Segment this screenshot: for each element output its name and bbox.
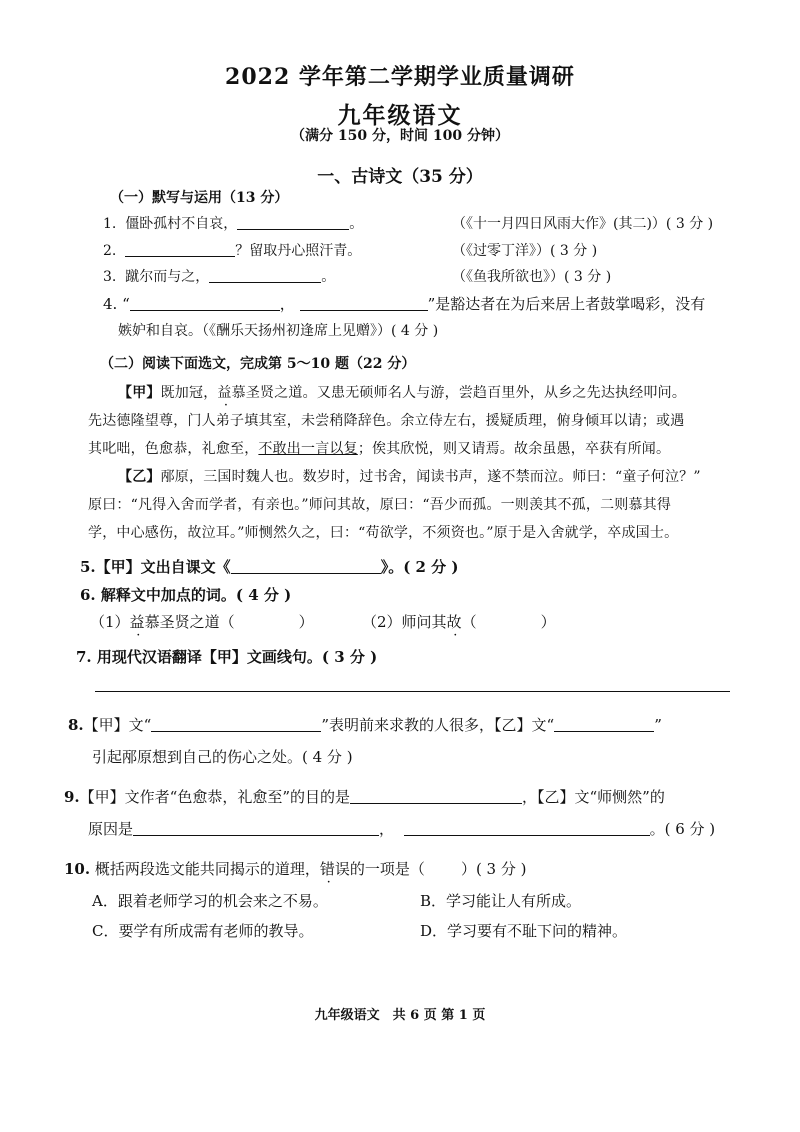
passage-yi-label: 【乙】 xyxy=(118,469,161,485)
q4-answer-blank-2[interactable] xyxy=(300,296,428,311)
q10-option-c[interactable]: C．要学有所成需有老师的教导。 xyxy=(92,922,314,940)
passage-jia-line1 xyxy=(118,382,686,402)
q6-text: 解释文中加点的词。( 4 分 ) xyxy=(100,586,292,604)
q4-tail: ”是豁达者在为后来居上者鼓掌喝彩，没有 xyxy=(427,295,706,313)
q1-source: （《十一月四日风雨大作》(其二)）( 3 分 ) xyxy=(452,216,714,232)
q3-prefix: 蹴尔而与之， xyxy=(125,269,210,285)
q6-item2-close: ） xyxy=(540,613,556,631)
question-4 xyxy=(103,293,705,314)
question-7 xyxy=(76,646,377,667)
q6-dotted-yi: 益 xyxy=(129,613,145,631)
passage-yi-line2: 原曰：“凡得入舍而学者，有亲也。”师问其故，原曰：“吾少而孤。一则羡其不孤，二则慕其得 xyxy=(88,497,672,513)
question-9 xyxy=(64,786,665,807)
q2-source: （《过零丁洋》）( 3 分 ) xyxy=(452,243,598,259)
q3-suffix: 。 xyxy=(321,269,336,285)
q6-item1-close: ） xyxy=(298,613,314,631)
q6-item2-open: （ xyxy=(461,613,477,631)
q6-item-2 xyxy=(362,611,556,632)
q2-suffix: ？留取丹心照汗青。 xyxy=(235,243,362,259)
exam-meta: （满分 150 分，时间 100 分钟） xyxy=(291,128,509,144)
q6-number: 6. xyxy=(80,586,96,604)
page-footer: 九年级语文 共 6 页 第 1 页 xyxy=(314,1008,486,1023)
q1-prefix: 僵卧孤村不自哀， xyxy=(125,216,238,232)
q9-text-d: ， xyxy=(379,820,395,838)
q8-text-a: 【甲】文“ xyxy=(83,716,152,734)
q9-text-e: 。( 6 分 ) xyxy=(649,820,716,838)
question-3 xyxy=(103,266,335,286)
yi-text-1: 邴原，三国时魏人也。数岁时，过书舍，闻读书声，遂不禁而泣。师曰：“童子何泣？” xyxy=(160,469,701,485)
q6-item1-text: 慕圣贤之道（ xyxy=(144,613,235,631)
q5-number: 5. xyxy=(80,558,96,576)
q10-dotted-cuo: 错 xyxy=(319,860,335,878)
q1-answer-blank[interactable] xyxy=(237,215,349,230)
dotted-char-yi: 益 xyxy=(217,385,232,401)
q6-item1-num: （1） xyxy=(90,613,130,631)
q9-answer-blank-1[interactable] xyxy=(350,789,522,804)
q8-answer-blank-1[interactable] xyxy=(151,717,321,732)
q8-line2: 引起邴原想到自己的伤心之处。( 4 分 ) xyxy=(92,748,353,766)
q6-item-1 xyxy=(90,611,314,632)
part2-heading: （二）阅读下面选文，完成第 5～10 题（22 分） xyxy=(100,356,416,372)
q10-number: 10. xyxy=(64,860,91,878)
q7-answer-line[interactable] xyxy=(95,691,730,692)
q9-number: 9. xyxy=(64,788,80,806)
q9-text-c: 原因是 xyxy=(88,820,134,838)
part1-heading: （一）默写与运用（13 分） xyxy=(110,190,289,206)
q5-answer-blank[interactable] xyxy=(231,559,381,574)
q1-suffix: 。 xyxy=(349,216,364,232)
question-2 xyxy=(103,240,361,260)
q5-text-a: 【甲】文出自课文《 xyxy=(95,558,231,576)
question-5 xyxy=(80,556,459,577)
section-heading: 一、古诗文（35 分） xyxy=(317,167,483,187)
q10-option-b[interactable]: B．学习能让人有所成。 xyxy=(420,892,582,910)
question-6 xyxy=(80,584,291,605)
exam-title: 2022 学年第二学期学业质量调研 xyxy=(225,64,575,90)
q10-text-b: 误的一项是（ xyxy=(334,860,425,878)
q10-option-d[interactable]: D．学习要有不耻下问的精神。 xyxy=(420,922,628,940)
q6-item2-text: （2）师问其 xyxy=(362,613,447,631)
q2-answer-blank[interactable] xyxy=(125,242,235,257)
jia-text-3a: 其叱咄，色愈恭，礼愈至， xyxy=(88,441,259,457)
q4-line2: 嫉妒和自哀。（《酬乐天扬州初逢席上见赠》）( 4 分 ) xyxy=(118,323,439,339)
q10-option-a[interactable]: A．跟着老师学习的机会来之不易。 xyxy=(92,892,328,910)
q4-comma: ， xyxy=(279,295,295,313)
exam-subject: 九年级语文 xyxy=(337,102,463,129)
passage-jia-line3 xyxy=(88,438,670,458)
passage-jia-label: 【甲】 xyxy=(118,385,161,401)
q8-number: 8. xyxy=(68,716,84,734)
question-10 xyxy=(64,858,527,879)
q6-dotted-gu: 故 xyxy=(446,613,462,631)
passage-jia-line2: 先达德隆望尊，门人弟子填其室，未尝稍降辞色。余立侍左右，援疑质理，俯身倾耳以请；或遇 xyxy=(88,413,685,429)
q9-text-a: 【甲】文作者“色愈恭，礼愈至”的目的是 xyxy=(79,788,351,806)
jia-char-mu: 慕 xyxy=(231,385,246,401)
q1-number: 1. xyxy=(103,216,117,232)
passage-yi-line1 xyxy=(118,466,701,486)
q10-text-a: 概括两段选文能共同揭示的道理， xyxy=(94,860,320,878)
q4-number: 4. xyxy=(103,295,118,313)
q3-source: （《鱼我所欲也》）( 3 分 ) xyxy=(452,269,612,285)
passage-yi-line3: 学，中心感伤，故泣耳。”师恻然久之，曰：“苟欲学，不须资也。”原于是入舍就学，卒成国士。 xyxy=(88,525,679,541)
q9-line2 xyxy=(88,818,715,839)
q2-number: 2. xyxy=(103,243,117,259)
question-1 xyxy=(103,213,363,233)
q9-text-b: ，【乙】文“师恻然”的 xyxy=(522,788,665,806)
q10-text-c: ）( 3 分 ) xyxy=(460,860,527,878)
q7-number: 7. xyxy=(76,648,92,666)
jia-text-1a: 既加冠， xyxy=(160,385,218,401)
q8-answer-blank-2[interactable] xyxy=(554,717,654,732)
question-8 xyxy=(68,714,662,735)
q7-text: 用现代汉语翻译【甲】文画线句。( 3 分 ) xyxy=(96,648,378,666)
jia-text-3b: ；俟其欣悦，则又请焉。故余虽愚，卒获有所闻。 xyxy=(357,441,671,457)
q4-open-quote: “ xyxy=(122,295,130,313)
q3-number: 3. xyxy=(103,269,117,285)
q8-text-b: ”表明前来求教的人很多，【乙】文“ xyxy=(321,716,555,734)
q4-answer-blank-1[interactable] xyxy=(130,296,280,311)
q3-answer-blank[interactable] xyxy=(209,268,321,283)
underlined-sentence: 不敢出一言以复 xyxy=(258,441,358,457)
q9-answer-blank-2[interactable] xyxy=(133,821,379,836)
jia-text-1b: 圣贤之道。又患无硕师名人与游，尝趋百里外，从乡之先达执经叩问。 xyxy=(245,385,687,401)
q9-answer-blank-3[interactable] xyxy=(404,821,650,836)
q8-text-c: ” xyxy=(654,716,662,734)
q5-text-b: 》。( 2 分 ) xyxy=(380,558,459,576)
